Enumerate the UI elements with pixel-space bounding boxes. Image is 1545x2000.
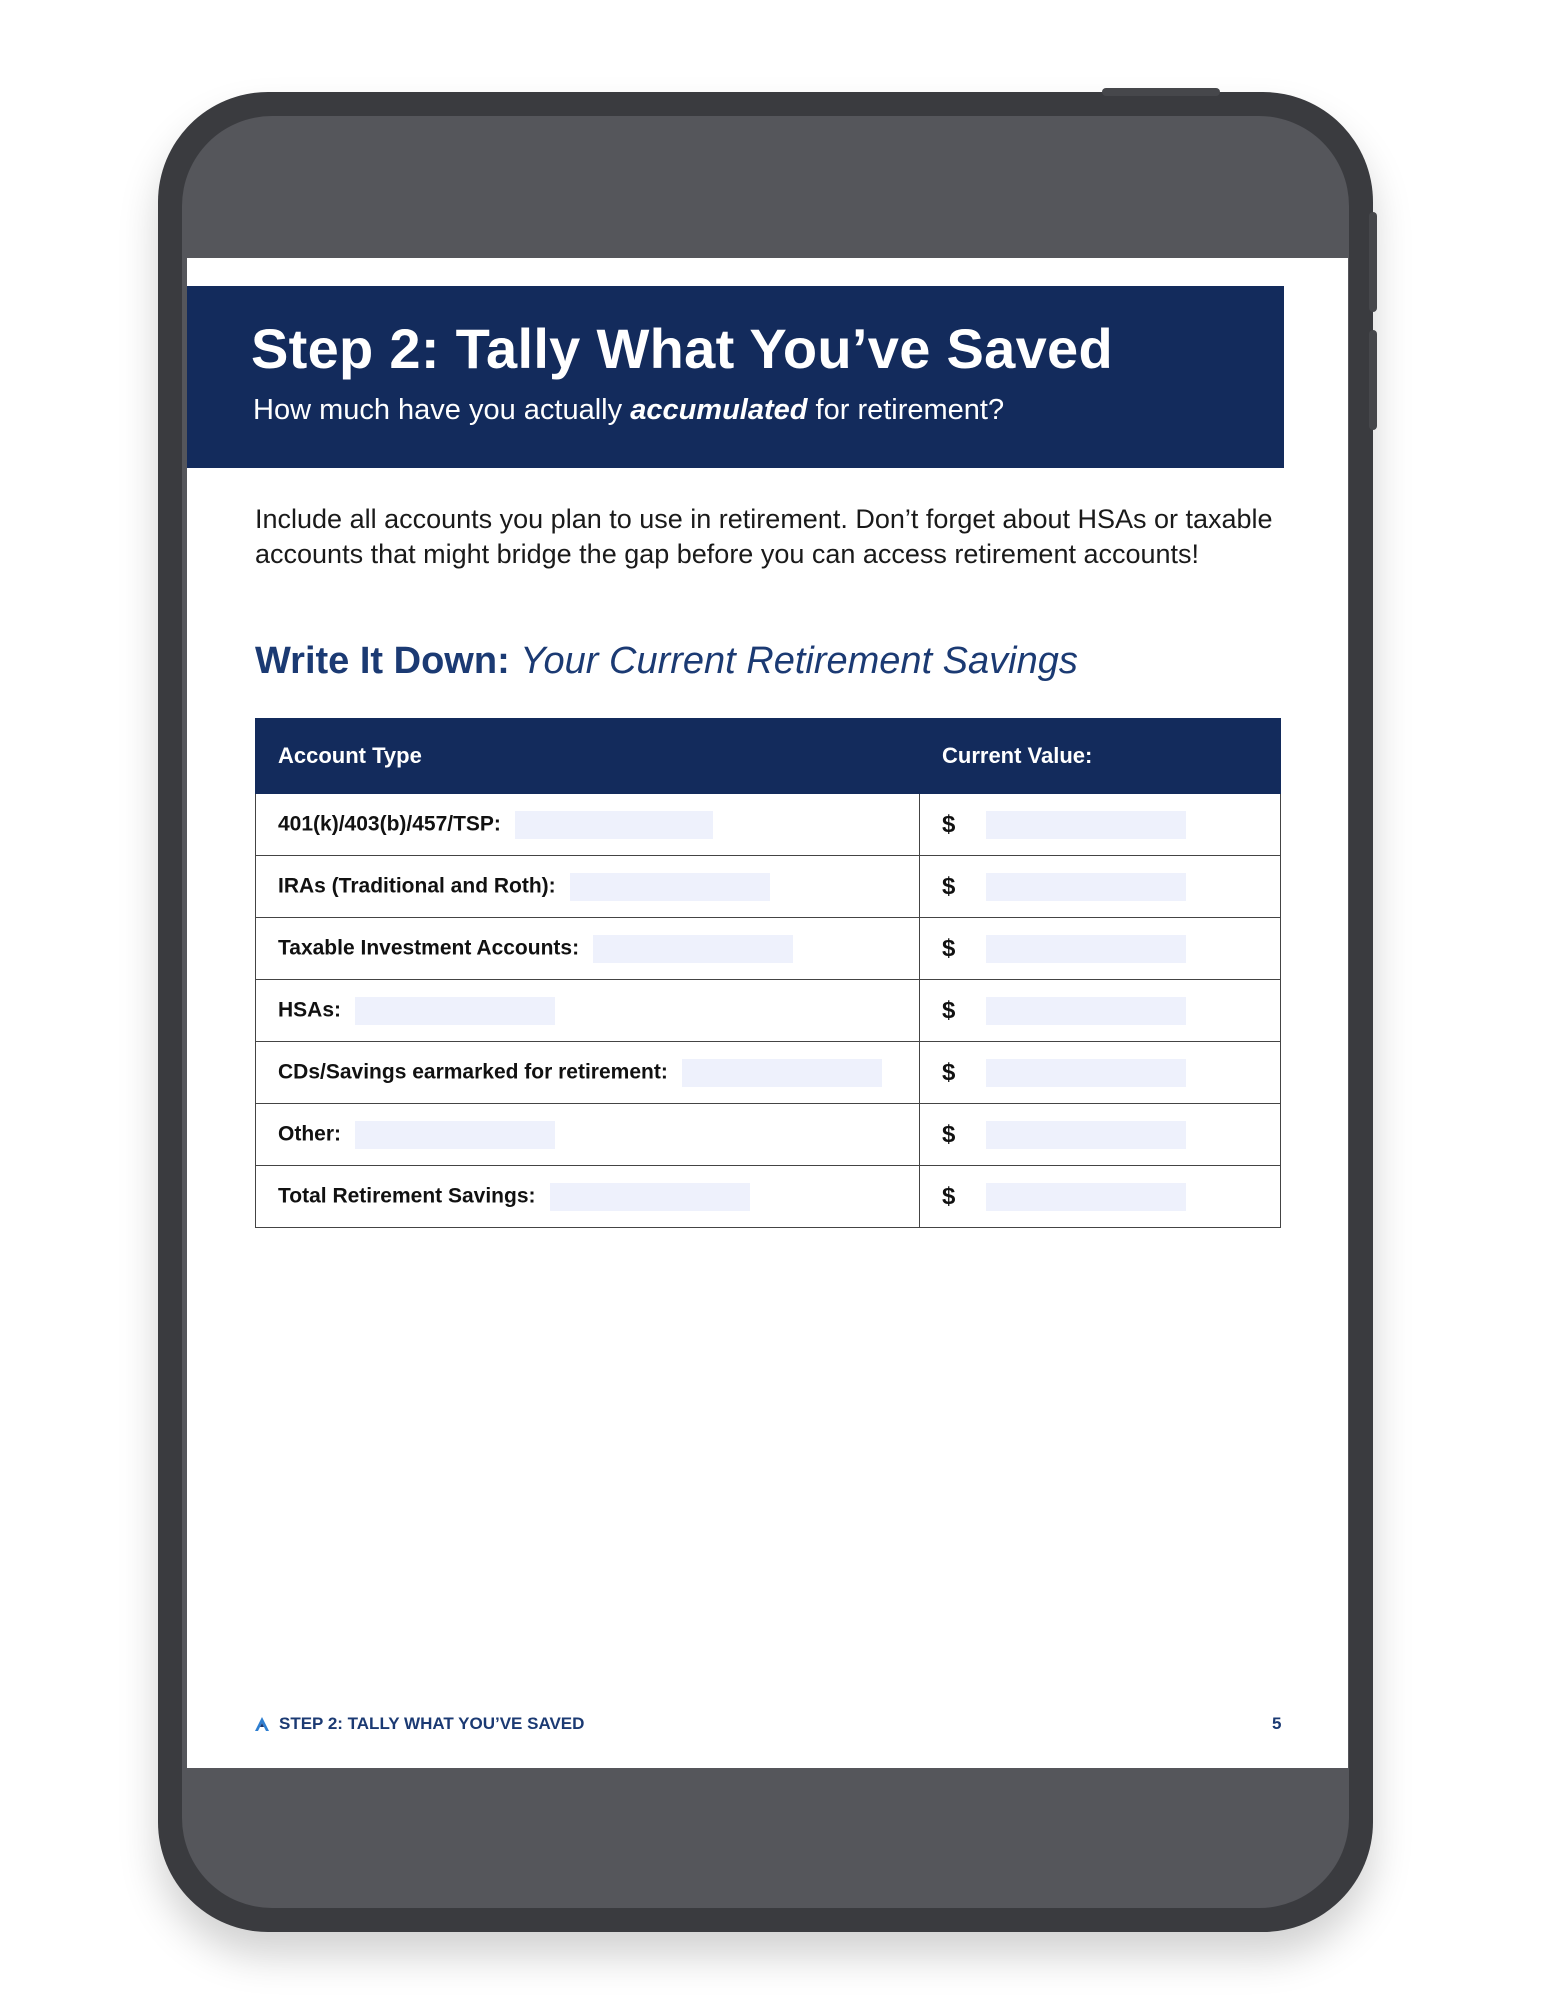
page-number: 5 <box>1272 1714 1282 1733</box>
dollar-sign: $ <box>942 996 956 1024</box>
dollar-sign: $ <box>942 934 956 962</box>
account-input[interactable] <box>593 935 793 963</box>
value-input[interactable] <box>986 811 1186 839</box>
dollar-sign: $ <box>942 1058 956 1086</box>
savings-table <box>255 718 1281 1228</box>
mountain-logo-icon <box>253 1715 271 1733</box>
section-emphasis: Your Current Retirement Savings <box>520 640 1078 682</box>
account-label: Taxable Investment Accounts: <box>278 936 580 960</box>
page-subtitle <box>253 394 1004 427</box>
value-input[interactable] <box>986 997 1186 1025</box>
account-cell <box>256 1166 920 1228</box>
account-cell <box>256 980 920 1042</box>
value-cell <box>920 1042 1281 1104</box>
column-header-account-type: Account Type <box>256 719 920 794</box>
column-header-current-value: Current Value: <box>920 719 1281 794</box>
dollar-sign: $ <box>942 810 956 838</box>
value-cell <box>920 1104 1281 1166</box>
page-footer <box>253 1714 584 1734</box>
account-label: Total Retirement Savings: <box>278 1184 536 1208</box>
account-cell <box>256 1042 920 1104</box>
dollar-sign: $ <box>942 1120 956 1148</box>
value-cell <box>920 856 1281 918</box>
account-input[interactable] <box>355 1121 555 1149</box>
account-input[interactable] <box>515 811 713 839</box>
account-cell <box>256 918 920 980</box>
value-input[interactable] <box>986 1059 1186 1087</box>
account-label: IRAs (Traditional and Roth): <box>278 874 556 898</box>
subtitle-emphasis: accumulated <box>630 394 808 426</box>
volume-down-button <box>1369 330 1377 430</box>
account-label: 401(k)/403(b)/457/TSP: <box>278 812 501 836</box>
table-row <box>256 794 1281 856</box>
value-input[interactable] <box>986 1121 1186 1149</box>
subtitle-text-start: How much have you actually <box>253 394 631 426</box>
tablet-screen <box>187 258 1348 1768</box>
table-header-row <box>256 719 1281 794</box>
section-label: Write It Down: <box>255 640 510 682</box>
value-cell <box>920 794 1281 856</box>
subtitle-text-end: for retirement? <box>807 394 1005 426</box>
account-input[interactable] <box>355 997 555 1025</box>
table-row <box>256 980 1281 1042</box>
footer-label: STEP 2: TALLY WHAT YOU’VE SAVED <box>279 1714 585 1733</box>
value-cell <box>920 918 1281 980</box>
page-title: Step 2: Tally What You’ve Saved <box>251 317 1113 380</box>
table-row-total <box>256 1166 1281 1228</box>
header-banner <box>187 286 1284 468</box>
volume-up-button <box>1369 212 1377 312</box>
account-input[interactable] <box>570 873 770 901</box>
table-row <box>256 918 1281 980</box>
power-button <box>1102 88 1220 96</box>
account-label: CDs/Savings earmarked for retirement: <box>278 1060 668 1084</box>
account-cell <box>256 856 920 918</box>
account-cell <box>256 1104 920 1166</box>
account-label: HSAs: <box>278 998 342 1022</box>
dollar-sign: $ <box>942 872 956 900</box>
account-input[interactable] <box>682 1059 882 1087</box>
value-input[interactable] <box>986 873 1186 901</box>
dollar-sign: $ <box>942 1182 956 1210</box>
account-label: Other: <box>278 1122 341 1146</box>
value-cell <box>920 980 1281 1042</box>
account-input[interactable] <box>550 1183 750 1211</box>
intro-paragraph: Include all accounts you plan to use in retirement. Don’t forget about HSAs or taxable accounts that might bridge the gap before you can access retirement accounts! <box>255 504 1273 569</box>
value-input[interactable] <box>986 935 1186 963</box>
section-heading <box>255 640 1078 683</box>
table-row <box>256 1104 1281 1166</box>
account-cell <box>256 794 920 856</box>
value-input[interactable] <box>986 1183 1186 1211</box>
value-cell <box>920 1166 1281 1228</box>
table-row <box>256 856 1281 918</box>
table-row <box>256 1042 1281 1104</box>
